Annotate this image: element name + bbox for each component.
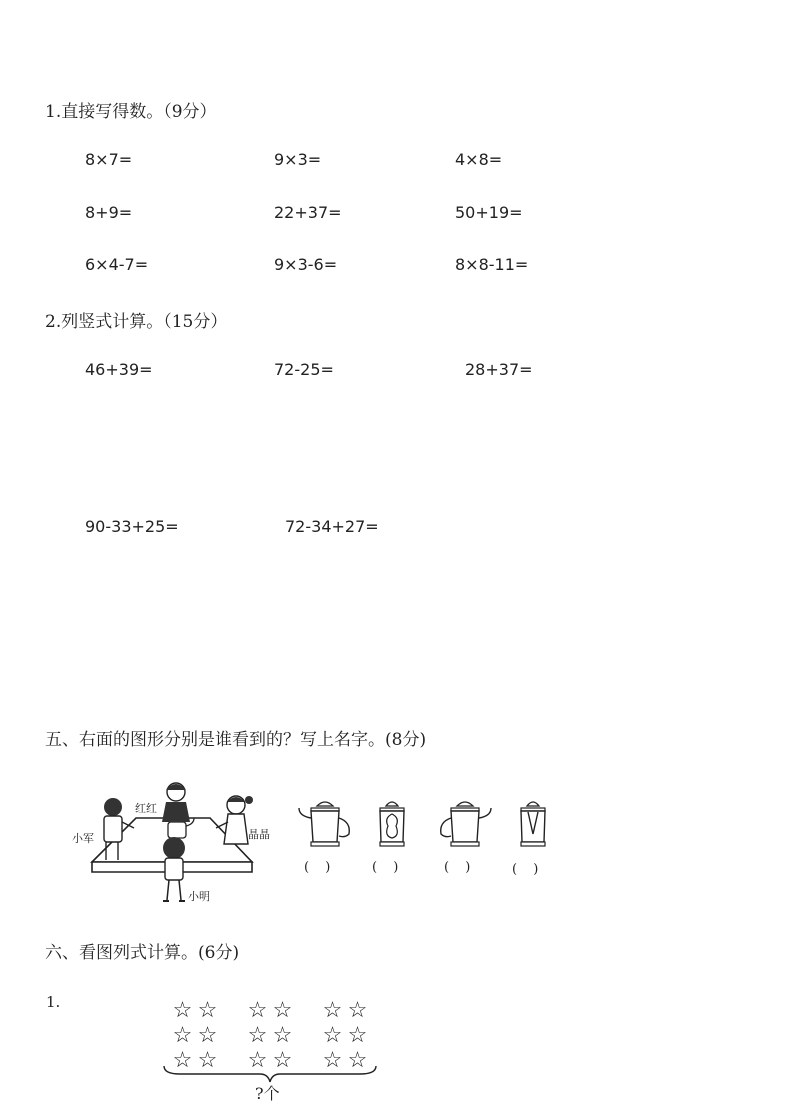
star-icon: ☆ (322, 1023, 343, 1048)
q1-expr: 9×3-6= (274, 255, 338, 274)
star-icon: ☆ (272, 1023, 293, 1048)
q2-expr: 46+39= (85, 360, 153, 379)
q2-expr: 28+37= (465, 360, 533, 379)
q2-title: 2.列竖式计算。（15分） (45, 312, 228, 332)
answer-blank[interactable]: ( ) (372, 860, 405, 875)
star-icon: ☆ (197, 998, 218, 1023)
teapot-front-icon (295, 798, 355, 858)
person-xiaoming-figure (163, 837, 185, 901)
q2-expr: 72-25= (274, 360, 334, 379)
table-scene-illustration (70, 778, 270, 908)
q1-expr: 22+37= (274, 203, 342, 222)
q5-title: 五、右面的图形分别是谁看到的？写上名字。(8分) (45, 730, 427, 750)
answer-blank[interactable]: ( ) (444, 860, 477, 875)
q1-expr: 4×8= (455, 150, 503, 169)
star-icon: ☆ (172, 1023, 193, 1048)
teapot-back-icon (435, 798, 495, 858)
star-icon: ☆ (272, 998, 293, 1023)
star-group (245, 998, 295, 1073)
star-icon: ☆ (347, 1048, 368, 1073)
star-icon: ☆ (347, 998, 368, 1023)
star-icon: ☆ (272, 1048, 293, 1073)
q6-title: 六、看图列式计算。(6分) (45, 943, 240, 963)
label-xiaojun: 小军 (72, 832, 94, 845)
question-count-label: ?个 (255, 1084, 280, 1103)
q2-expr: 72-34+27= (285, 517, 379, 536)
star-icon: ☆ (197, 1023, 218, 1048)
q1-expr: 8×8-11= (455, 255, 529, 274)
teapot-side-icon (372, 798, 412, 858)
star-group (320, 998, 370, 1073)
answer-blank[interactable]: ( ) (512, 862, 545, 877)
q2-expr: 90-33+25= (85, 517, 179, 536)
teapot-other-side-icon (513, 798, 553, 858)
answer-blank[interactable]: ( ) (304, 860, 337, 875)
label-honghong: 红红 (135, 802, 157, 815)
star-icon: ☆ (247, 998, 268, 1023)
q1-expr: 8+9= (85, 203, 133, 222)
star-icon: ☆ (347, 1023, 368, 1048)
q1-expr: 6×4-7= (85, 255, 149, 274)
star-icon: ☆ (172, 1048, 193, 1073)
person-honghong-figure (162, 783, 190, 822)
star-icon: ☆ (197, 1048, 218, 1073)
label-jingjing: 晶晶 (248, 828, 270, 841)
star-group (170, 998, 220, 1073)
label-xiaoming: 小明 (188, 890, 210, 903)
q1-expr: 50+19= (455, 203, 523, 222)
star-icon: ☆ (247, 1023, 268, 1048)
q1-title: 1.直接写得数。（9分） (45, 102, 217, 122)
sub-question-number: 1. (46, 993, 61, 1011)
star-icon: ☆ (247, 1048, 268, 1073)
star-icon: ☆ (322, 1048, 343, 1073)
star-icon: ☆ (172, 998, 193, 1023)
q1-expr: 8×7= (85, 150, 133, 169)
q1-expr: 9×3= (274, 150, 322, 169)
star-icon: ☆ (322, 998, 343, 1023)
